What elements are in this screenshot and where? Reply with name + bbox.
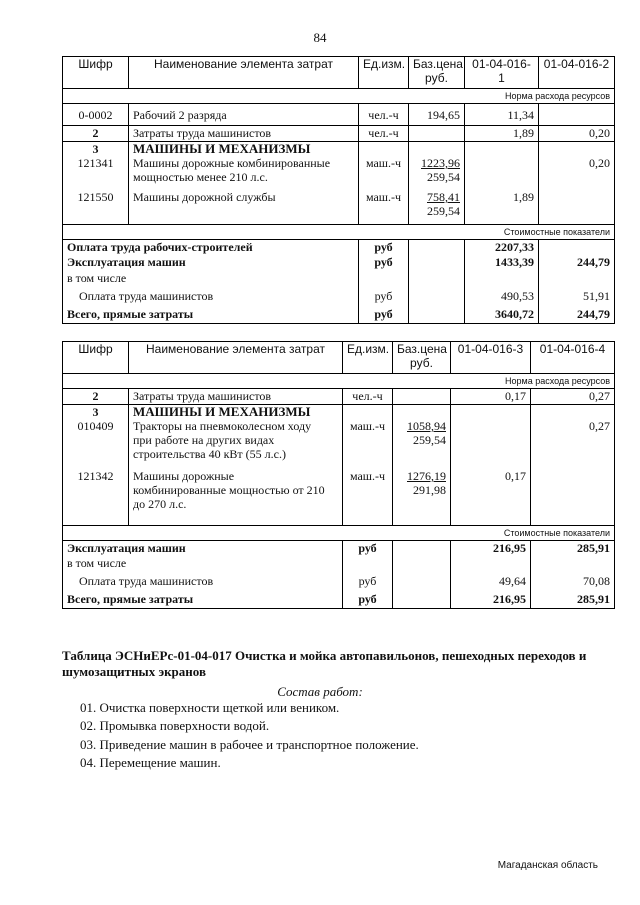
- header-unit: Ед.изм.: [359, 57, 409, 89]
- work-item: 01. Очистка поверхности щеткой или веником.: [80, 700, 340, 715]
- summary-row: Эксплуатация машин руб 216,95 285,91: [63, 540, 615, 556]
- header-base-price: Баз.цена руб.: [409, 57, 465, 89]
- work-item: 02. Промывка поверхности водой.: [80, 718, 270, 733]
- resource-table-1: [62, 56, 615, 324]
- header-name: Наименование элемента затрат: [129, 342, 343, 374]
- footer-region: Магаданская область: [497, 860, 598, 871]
- work-item: 03. Приведение машин в рабочее и транспортное положение.: [80, 737, 419, 752]
- summary-row: Оплата труда машинистов руб 490,53 51,91: [63, 289, 615, 307]
- table-row: 2 Затраты труда машинистов чел.-ч 1,89 0,20: [63, 126, 615, 142]
- header-code: Шифр: [63, 342, 129, 374]
- cost-label: Стоимостные показатели: [63, 525, 615, 540]
- work-item: 04. Перемещение машин.: [80, 755, 221, 770]
- table-row: 121341 Машины дорожные комбинированные мощностью менее 210 л.с. маш.-ч 1223,96 259,54 0,20: [63, 156, 615, 190]
- work-title: Состав работ:: [277, 684, 363, 699]
- summary-row: Всего, прямые затраты руб 216,95 285,91: [63, 592, 615, 608]
- header-col-b: 01-04-016-2: [539, 57, 615, 89]
- summary-row: Эксплуатация машин руб 1433,39 244,79: [63, 255, 615, 271]
- summary-row: в том числе: [63, 271, 615, 289]
- header-code: Шифр: [63, 57, 129, 89]
- summary-row: Оплата труда машинистов руб 49,64 70,08: [63, 574, 615, 592]
- summary-row: Оплата труда рабочих-строителей руб 2207,33: [63, 239, 615, 255]
- section-row: 3 МАШИНЫ И МЕХАНИЗМЫ: [63, 142, 615, 157]
- table-row: 121550 Машины дорожной службы маш.-ч 758,41 259,54 1,89: [63, 190, 615, 224]
- header-col-b: 01-04-016-4: [531, 342, 615, 374]
- header-unit: Ед.изм.: [343, 342, 393, 374]
- header-base-price: Баз.цена руб.: [393, 342, 451, 374]
- table-row: 121342 Машины дорожные комбинированные мощностью от 210 до 270 л.с. маш.-ч 1276,19 291,98 0,17: [63, 469, 615, 525]
- table-caption: Таблица ЭСНиЕРс-01-04-017 Очистка и мойка автопавильонов, пешеходных переходов и шумозащитных экранов: [62, 648, 587, 679]
- table-row: 2 Затраты труда машинистов чел.-ч 0,17 0,27: [63, 389, 615, 405]
- table-row: 010409 Тракторы на пневмоколесном ходу при работе на других видах строительства 40 кВт (55 л.с.) маш.-ч 1058,94 259,54 0,27: [63, 419, 615, 469]
- resource-table-2: [62, 341, 615, 609]
- summary-row: Всего, прямые затраты руб 3640,72 244,79: [63, 307, 615, 323]
- table-row: 0-0002 Рабочий 2 разряда чел.-ч 194,65 11,34: [63, 104, 615, 126]
- header-col-a: 01-04-016-3: [451, 342, 531, 374]
- norma-label: Норма расхода ресурсов: [63, 89, 615, 104]
- page-number: 84: [313, 30, 327, 45]
- section-row: 3 МАШИНЫ И МЕХАНИЗМЫ: [63, 405, 615, 420]
- norma-label: Норма расхода ресурсов: [63, 374, 615, 389]
- cost-label: Стоимостные показатели: [63, 224, 615, 239]
- summary-row: в том числе: [63, 556, 615, 574]
- header-col-a: 01-04-016-1: [465, 57, 539, 89]
- header-name: Наименование элемента затрат: [129, 57, 359, 89]
